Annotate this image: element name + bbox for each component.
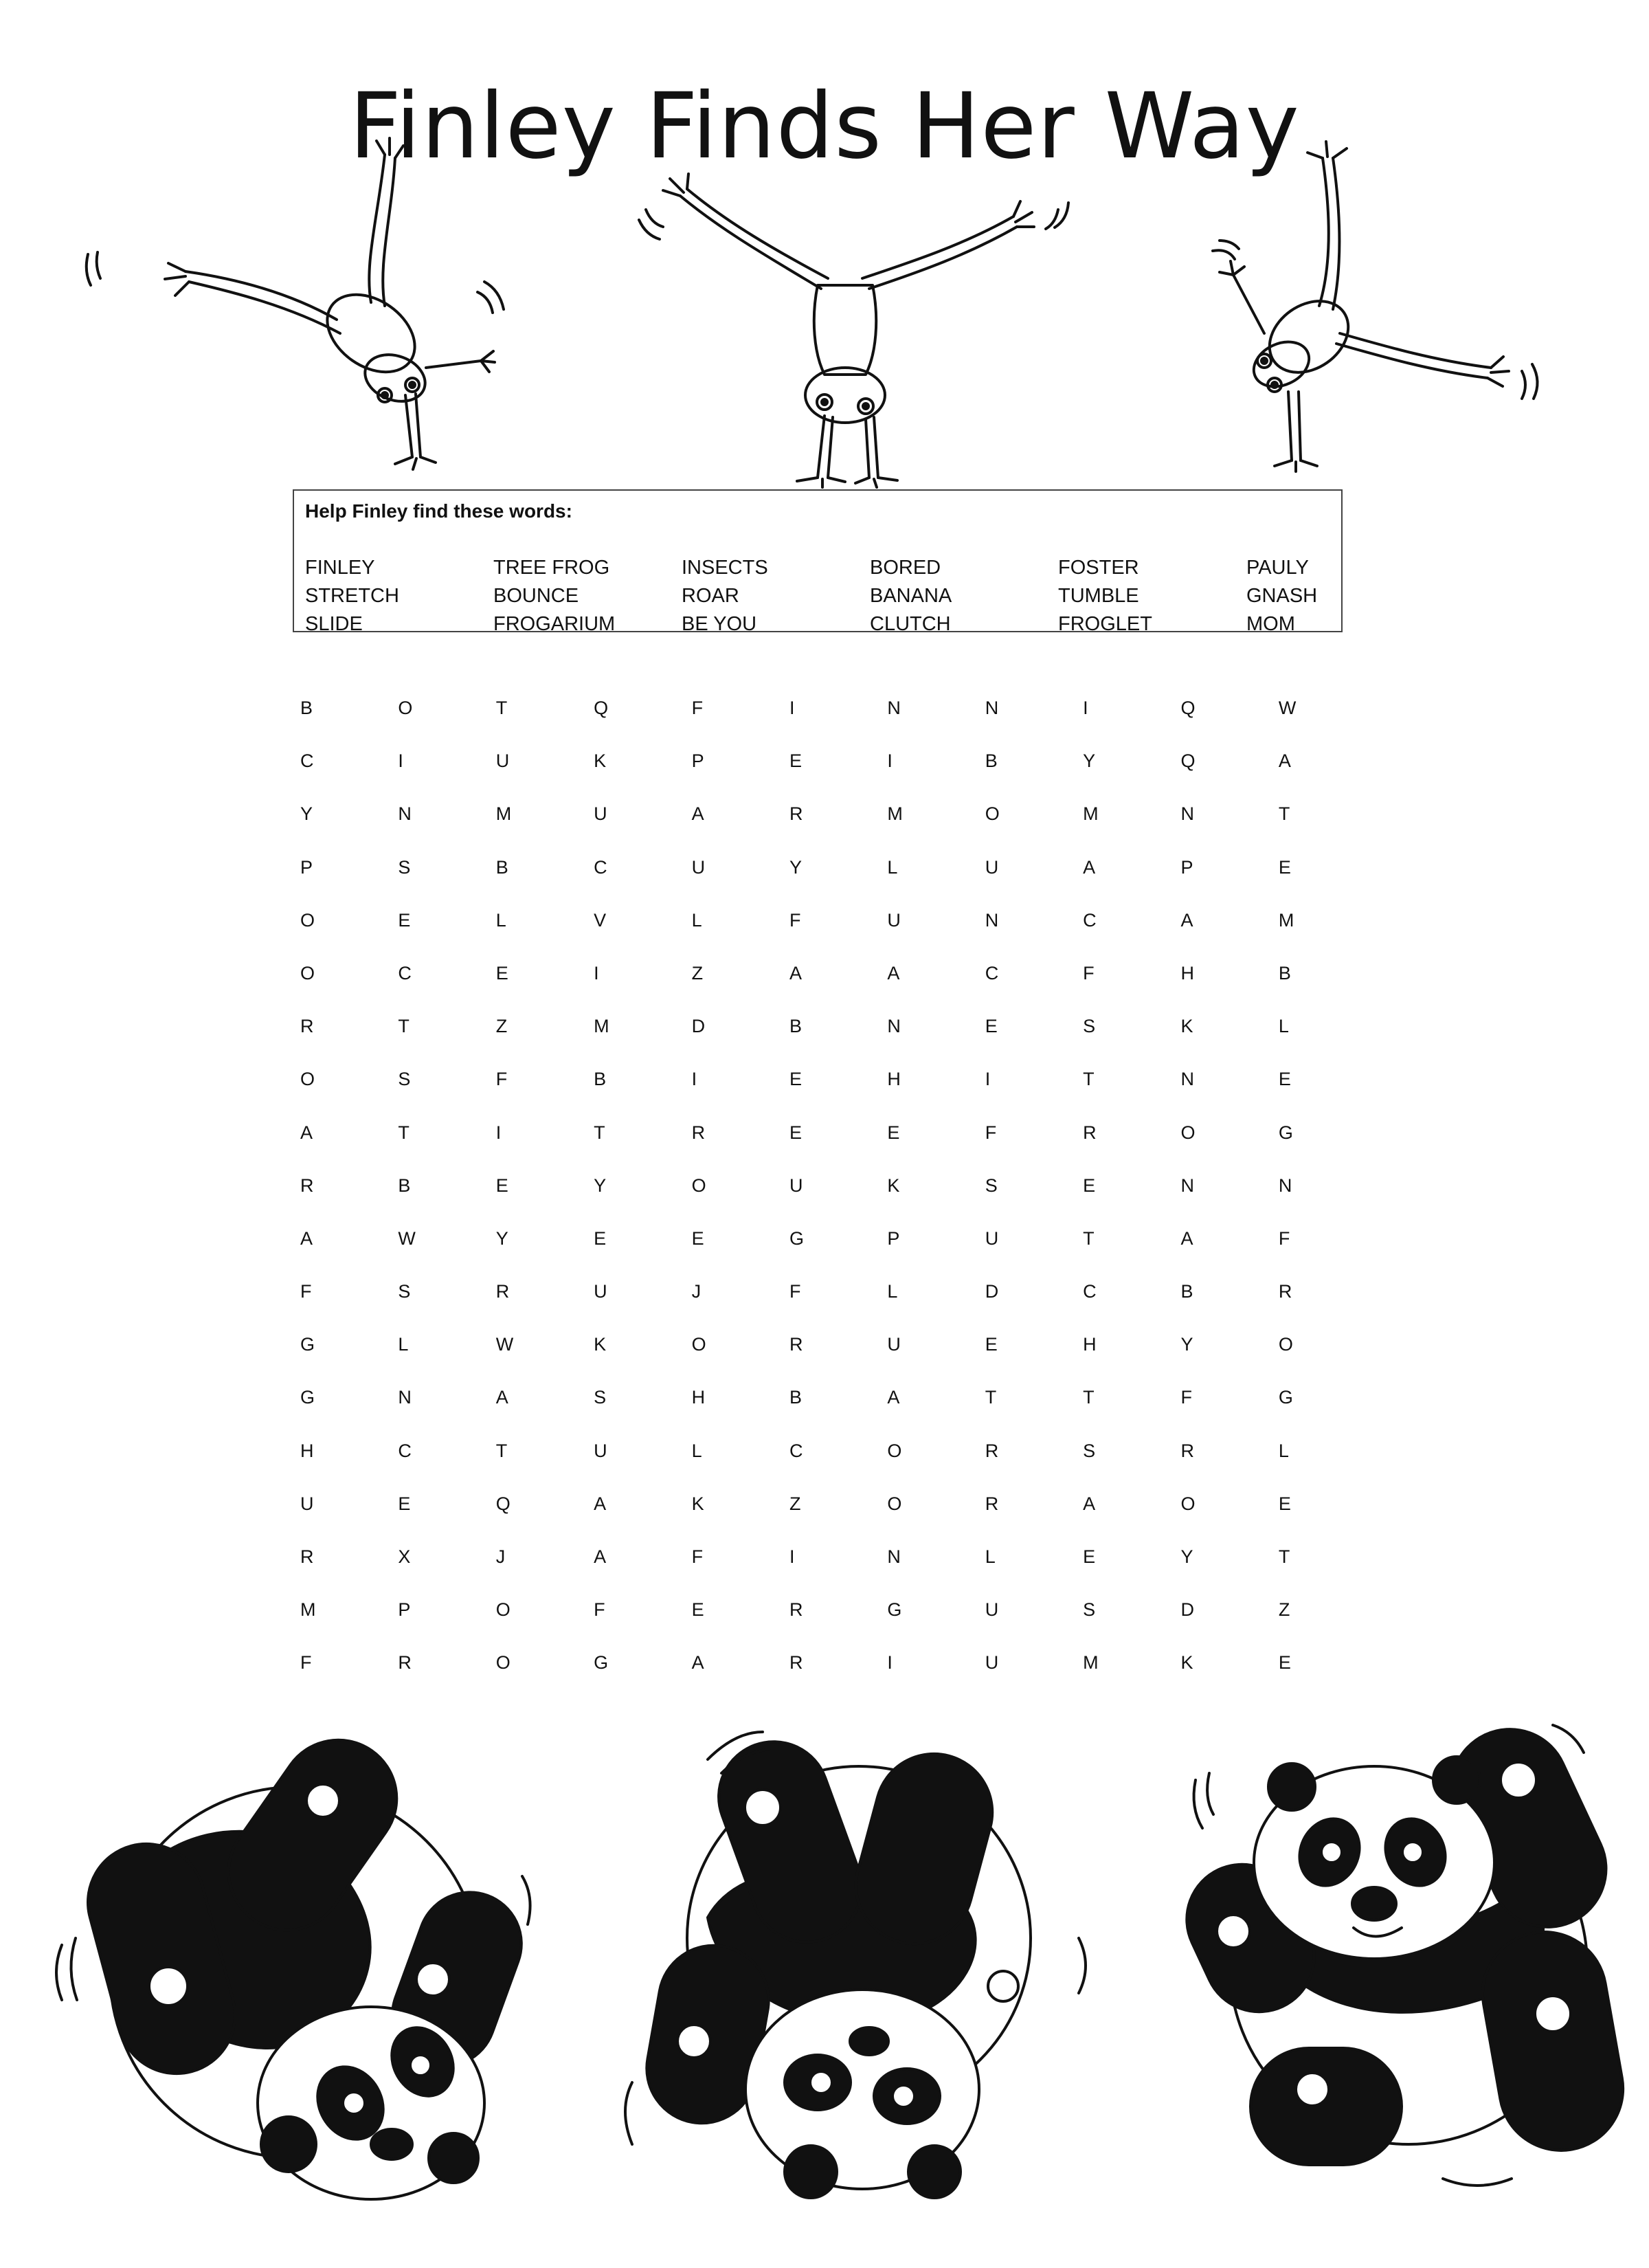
grid-letter: A bbox=[495, 1387, 508, 1408]
grid-letter: K bbox=[594, 751, 607, 772]
grid-letter: W bbox=[495, 1334, 514, 1355]
grid-letter: G bbox=[594, 1652, 609, 1674]
grid-letter: R bbox=[789, 1334, 803, 1355]
word-list-column bbox=[305, 554, 493, 638]
word-item: STRETCH bbox=[305, 585, 399, 607]
tumbling-panda-right-illustration bbox=[1168, 1704, 1635, 2199]
grid-letter: R bbox=[1083, 1122, 1097, 1143]
grid-letter: E bbox=[1278, 856, 1291, 878]
grid-letter: G bbox=[300, 1334, 315, 1355]
grid-letter: L bbox=[691, 1440, 702, 1461]
grid-letter: N bbox=[887, 1016, 901, 1037]
word-list-column bbox=[493, 554, 682, 638]
grid-letter: B bbox=[495, 856, 508, 878]
grid-letter: R bbox=[300, 1016, 314, 1037]
grid-letter: U bbox=[594, 1440, 607, 1461]
word-item: TUMBLE bbox=[1058, 585, 1139, 607]
grid-row bbox=[300, 1225, 1376, 1278]
grid-letter: S bbox=[1083, 1016, 1096, 1037]
grid-letter: E bbox=[789, 751, 802, 772]
grid-letter: G bbox=[887, 1599, 902, 1621]
grid-letter: M bbox=[1278, 909, 1294, 931]
grid-letter: G bbox=[789, 1227, 804, 1249]
page-title: Finley Finds Her Way bbox=[349, 74, 1300, 179]
grid-letter: W bbox=[398, 1227, 416, 1249]
grid-letter: R bbox=[398, 1652, 412, 1674]
grid-letter: G bbox=[1278, 1387, 1293, 1408]
grid-letter: I bbox=[398, 751, 403, 772]
handstand-frog-center-illustration bbox=[618, 175, 1086, 491]
grid-letter: I bbox=[691, 1069, 697, 1090]
grid-letter: E bbox=[495, 962, 508, 983]
grid-letter: K bbox=[887, 1175, 900, 1196]
grid-letter: E bbox=[1278, 1069, 1291, 1090]
grid-letter: O bbox=[495, 1599, 511, 1621]
grid-letter: C bbox=[594, 856, 607, 878]
grid-letter: I bbox=[789, 1546, 795, 1567]
word-list-box bbox=[293, 489, 1343, 635]
grid-letter: E bbox=[789, 1122, 802, 1143]
grid-letter: E bbox=[1083, 1546, 1096, 1567]
grid-letter: U bbox=[985, 856, 999, 878]
grid-letter: M bbox=[1083, 803, 1099, 825]
grid-letter: Z bbox=[495, 1016, 508, 1037]
grid-letter: H bbox=[1083, 1334, 1097, 1355]
grid-letter: O bbox=[398, 698, 413, 718]
grid-letter: M bbox=[495, 803, 512, 825]
grid-letter: I bbox=[985, 1069, 991, 1090]
grid-letter: F bbox=[300, 1652, 312, 1674]
grid-letter: D bbox=[985, 1281, 999, 1302]
grid-letter: D bbox=[1180, 1599, 1195, 1621]
grid-letter: L bbox=[887, 856, 898, 878]
grid-letter: F bbox=[594, 1599, 605, 1621]
grid-letter: A bbox=[691, 803, 704, 825]
word-item: ROAR bbox=[682, 585, 739, 607]
grid-letter: O bbox=[1278, 1334, 1293, 1355]
grid-letter: A bbox=[1278, 751, 1291, 772]
word-item: INSECTS bbox=[682, 557, 768, 579]
grid-letter: Y bbox=[1180, 1546, 1193, 1567]
grid-letter: T bbox=[495, 1440, 508, 1461]
grid-letter: E bbox=[1278, 1493, 1291, 1514]
word-list-column bbox=[1246, 554, 1435, 638]
grid-letter: A bbox=[691, 1652, 704, 1674]
grid-letter: V bbox=[594, 909, 607, 931]
grid-row bbox=[300, 1596, 1376, 1649]
grid-letter: P bbox=[691, 751, 704, 772]
grid-letter: O bbox=[691, 1334, 706, 1355]
grid-letter: N bbox=[985, 698, 999, 718]
word-item: FINLEY bbox=[305, 557, 375, 579]
grid-letter: U bbox=[789, 1175, 803, 1196]
grid-letter: O bbox=[691, 1175, 706, 1196]
grid-letter: O bbox=[300, 962, 315, 983]
grid-row bbox=[300, 1383, 1376, 1436]
grid-letter: L bbox=[1278, 1440, 1289, 1461]
grid-row bbox=[300, 747, 1376, 800]
grid-row bbox=[300, 1012, 1376, 1065]
grid-letter: R bbox=[300, 1546, 314, 1567]
grid-letter: C bbox=[789, 1440, 803, 1461]
grid-letter: Q bbox=[495, 1493, 511, 1514]
grid-letter: F bbox=[691, 1546, 704, 1567]
grid-letter: T bbox=[1278, 803, 1290, 825]
grid-letter: T bbox=[1083, 1227, 1095, 1249]
grid-row bbox=[300, 1543, 1376, 1596]
grid-letter: U bbox=[887, 1334, 901, 1355]
grid-letter: O bbox=[887, 1493, 902, 1514]
grid-letter: Y bbox=[300, 803, 313, 825]
word-item: TREE FROG bbox=[493, 557, 610, 579]
word-item: GNASH bbox=[1246, 585, 1318, 607]
grid-letter: L bbox=[887, 1281, 898, 1302]
grid-letter: F bbox=[985, 1122, 997, 1143]
grid-letter: N bbox=[1180, 803, 1195, 825]
grid-letter: A bbox=[887, 962, 900, 983]
grid-letter: I bbox=[789, 698, 795, 718]
grid-letter: Q bbox=[594, 698, 609, 718]
grid-letter: B bbox=[1180, 1281, 1193, 1302]
grid-letter: A bbox=[300, 1122, 313, 1143]
grid-letter: N bbox=[1180, 1175, 1195, 1196]
word-item: FROGARIUM bbox=[493, 613, 616, 635]
grid-letter: R bbox=[495, 1281, 510, 1302]
grid-letter: F bbox=[789, 1281, 801, 1302]
word-item: BE YOU bbox=[682, 613, 757, 635]
grid-letter: C bbox=[1083, 1281, 1097, 1302]
grid-letter: A bbox=[789, 962, 802, 983]
grid-letter: E bbox=[495, 1175, 508, 1196]
word-item: MOM bbox=[1246, 613, 1295, 635]
grid-letter: F bbox=[1278, 1227, 1290, 1249]
word-item: FROGLET bbox=[1058, 613, 1152, 635]
grid-letter: O bbox=[985, 803, 1000, 825]
grid-letter: E bbox=[594, 1227, 607, 1249]
grid-letter: A bbox=[887, 1387, 900, 1408]
grid-letter: B bbox=[398, 1175, 411, 1196]
grid-letter: P bbox=[887, 1227, 900, 1249]
grid-letter: K bbox=[1180, 1016, 1193, 1037]
grid-letter: U bbox=[691, 856, 706, 878]
grid-letter: U bbox=[300, 1493, 314, 1514]
grid-letter: P bbox=[300, 856, 313, 878]
grid-letter: C bbox=[300, 751, 314, 772]
grid-letter: C bbox=[1083, 909, 1097, 931]
grid-letter: K bbox=[691, 1493, 704, 1514]
grid-letter: T bbox=[1278, 1546, 1290, 1567]
grid-letter: P bbox=[398, 1599, 411, 1621]
grid-letter: R bbox=[985, 1440, 999, 1461]
grid-row bbox=[300, 959, 1376, 1012]
grid-row bbox=[300, 907, 1376, 959]
grid-letter: Z bbox=[789, 1493, 801, 1514]
grid-letter: J bbox=[691, 1281, 702, 1302]
grid-letter: B bbox=[1278, 962, 1291, 983]
grid-letter: D bbox=[691, 1016, 706, 1037]
grid-letter: A bbox=[1083, 856, 1096, 878]
grid-letter: A bbox=[594, 1493, 607, 1514]
grid-letter: Q bbox=[1180, 698, 1196, 718]
grid-letter: T bbox=[1083, 1069, 1095, 1090]
grid-letter: N bbox=[1278, 1175, 1292, 1196]
grid-letter: C bbox=[398, 962, 412, 983]
grid-letter: R bbox=[789, 1599, 803, 1621]
grid-letter: A bbox=[1180, 1227, 1193, 1249]
word-item: FOSTER bbox=[1058, 557, 1139, 579]
grid-letter: Z bbox=[1278, 1599, 1290, 1621]
grid-letter: G bbox=[300, 1387, 315, 1408]
grid-letter: F bbox=[300, 1281, 312, 1302]
word-list-column bbox=[870, 554, 1058, 638]
grid-letter: S bbox=[398, 1281, 411, 1302]
grid-letter: T bbox=[495, 698, 508, 718]
grid-letter: R bbox=[789, 803, 803, 825]
word-list-heading: Help Finley find these words: bbox=[305, 500, 572, 522]
grid-letter: Z bbox=[691, 962, 704, 983]
grid-letter: X bbox=[398, 1546, 411, 1567]
grid-letter: T bbox=[594, 1122, 605, 1143]
grid-letter: B bbox=[985, 751, 998, 772]
grid-letter: E bbox=[398, 1493, 411, 1514]
grid-letter: E bbox=[691, 1227, 704, 1249]
cartwheeling-frog-left-illustration bbox=[82, 134, 508, 485]
grid-letter: K bbox=[1180, 1652, 1193, 1674]
grid-letter: O bbox=[495, 1652, 511, 1674]
grid-letter: T bbox=[1083, 1387, 1095, 1408]
word-item: BANANA bbox=[870, 585, 952, 607]
grid-letter: F bbox=[1083, 962, 1095, 983]
grid-letter: K bbox=[594, 1334, 607, 1355]
grid-letter: N bbox=[887, 698, 901, 718]
grid-letter: N bbox=[398, 803, 412, 825]
grid-letter: H bbox=[300, 1440, 314, 1461]
grid-letter: C bbox=[398, 1440, 412, 1461]
grid-letter: E bbox=[789, 1069, 802, 1090]
grid-letter: F bbox=[789, 909, 801, 931]
word-item: BOUNCE bbox=[493, 585, 579, 607]
grid-row bbox=[300, 694, 1376, 747]
grid-letter: U bbox=[594, 803, 607, 825]
grid-letter: M bbox=[887, 803, 903, 825]
grid-letter: E bbox=[1278, 1652, 1291, 1674]
grid-letter: I bbox=[1083, 698, 1088, 718]
grid-letter: A bbox=[300, 1227, 313, 1249]
grid-letter: O bbox=[300, 1069, 315, 1090]
grid-letter: O bbox=[887, 1440, 902, 1461]
grid-letter: U bbox=[985, 1599, 999, 1621]
word-list-column bbox=[682, 554, 870, 638]
grid-letter: Y bbox=[1180, 1334, 1193, 1355]
grid-letter: N bbox=[1180, 1069, 1195, 1090]
grid-letter: S bbox=[594, 1387, 607, 1408]
grid-letter: T bbox=[985, 1387, 997, 1408]
grid-letter: H bbox=[887, 1069, 901, 1090]
grid-letter: S bbox=[1083, 1599, 1096, 1621]
grid-letter: S bbox=[398, 1069, 411, 1090]
grid-letter: N bbox=[985, 909, 999, 931]
grid-row bbox=[300, 1437, 1376, 1490]
grid-letter: F bbox=[495, 1069, 508, 1090]
grid-letter: E bbox=[985, 1334, 998, 1355]
word-search-grid bbox=[300, 694, 1376, 1702]
grid-letter: I bbox=[495, 1122, 502, 1143]
grid-row bbox=[300, 1065, 1376, 1118]
grid-letter: E bbox=[691, 1599, 704, 1621]
grid-letter: Q bbox=[1180, 751, 1196, 772]
grid-letter: R bbox=[691, 1122, 706, 1143]
grid-letter: R bbox=[1180, 1440, 1195, 1461]
grid-letter: J bbox=[495, 1546, 506, 1567]
grid-row bbox=[300, 1649, 1376, 1702]
grid-letter: L bbox=[691, 909, 702, 931]
grid-letter: M bbox=[1083, 1652, 1099, 1674]
tumbling-panda-center-illustration bbox=[605, 1698, 1099, 2206]
grid-letter: M bbox=[594, 1016, 609, 1037]
grid-letter: E bbox=[985, 1016, 998, 1037]
grid-letter: B bbox=[789, 1016, 802, 1037]
grid-row bbox=[300, 1119, 1376, 1172]
grid-letter: S bbox=[985, 1175, 998, 1196]
grid-letter: N bbox=[398, 1387, 412, 1408]
grid-letter: Y bbox=[495, 1227, 508, 1249]
grid-letter: H bbox=[691, 1387, 706, 1408]
word-item: SLIDE bbox=[305, 613, 363, 635]
grid-letter: P bbox=[1180, 856, 1193, 878]
grid-letter: Y bbox=[594, 1175, 607, 1196]
grid-letter: I bbox=[887, 1652, 893, 1674]
grid-letter: L bbox=[985, 1546, 996, 1567]
grid-letter: R bbox=[985, 1493, 999, 1514]
grid-letter: A bbox=[594, 1546, 607, 1567]
grid-letter: R bbox=[1278, 1281, 1292, 1302]
grid-row bbox=[300, 1331, 1376, 1383]
grid-letter: A bbox=[1180, 909, 1193, 931]
grid-letter: U bbox=[985, 1227, 999, 1249]
grid-letter: G bbox=[1278, 1122, 1293, 1143]
grid-letter: F bbox=[691, 698, 704, 718]
grid-letter: L bbox=[1278, 1016, 1289, 1037]
grid-letter: B bbox=[594, 1069, 607, 1090]
grid-letter: C bbox=[985, 962, 999, 983]
grid-letter: S bbox=[1083, 1440, 1096, 1461]
cartwheeling-frog-right-illustration bbox=[1199, 137, 1543, 488]
grid-letter: U bbox=[495, 751, 510, 772]
word-list bbox=[305, 554, 1435, 638]
grid-letter: H bbox=[1180, 962, 1195, 983]
grid-letter: E bbox=[887, 1122, 900, 1143]
grid-letter: U bbox=[985, 1652, 999, 1674]
grid-letter: O bbox=[300, 909, 315, 931]
word-item: PAULY bbox=[1246, 557, 1309, 579]
grid-letter: O bbox=[1180, 1122, 1196, 1143]
grid-letter: E bbox=[398, 909, 411, 931]
grid-letter: U bbox=[594, 1281, 607, 1302]
grid-letter: R bbox=[789, 1652, 803, 1674]
grid-letter: F bbox=[1180, 1387, 1193, 1408]
grid-letter: U bbox=[887, 909, 901, 931]
grid-letter: N bbox=[887, 1546, 901, 1567]
grid-letter: B bbox=[300, 698, 313, 718]
grid-letter: M bbox=[300, 1599, 316, 1621]
grid-row bbox=[300, 800, 1376, 853]
grid-letter: Y bbox=[789, 856, 802, 878]
grid-letter: R bbox=[300, 1175, 314, 1196]
grid-letter: T bbox=[398, 1122, 410, 1143]
grid-letter: W bbox=[1278, 698, 1297, 718]
word-item: CLUTCH bbox=[870, 613, 951, 635]
grid-letter: L bbox=[495, 909, 506, 931]
grid-letter: T bbox=[398, 1016, 410, 1037]
word-item: BORED bbox=[870, 557, 941, 579]
grid-row bbox=[300, 1278, 1376, 1331]
grid-letter: I bbox=[887, 751, 893, 772]
grid-letter: I bbox=[594, 962, 599, 983]
tumbling-panda-left-illustration bbox=[48, 1718, 543, 2213]
grid-row bbox=[300, 1490, 1376, 1543]
grid-letter: E bbox=[1083, 1175, 1096, 1196]
grid-letter: L bbox=[398, 1334, 409, 1355]
word-list-column bbox=[1058, 554, 1246, 638]
grid-letter: O bbox=[1180, 1493, 1196, 1514]
grid-letter: S bbox=[398, 856, 411, 878]
grid-letter: A bbox=[1083, 1493, 1096, 1514]
grid-letter: B bbox=[789, 1387, 802, 1408]
grid-row bbox=[300, 854, 1376, 907]
grid-letter: Y bbox=[1083, 751, 1096, 772]
grid-row bbox=[300, 1172, 1376, 1225]
